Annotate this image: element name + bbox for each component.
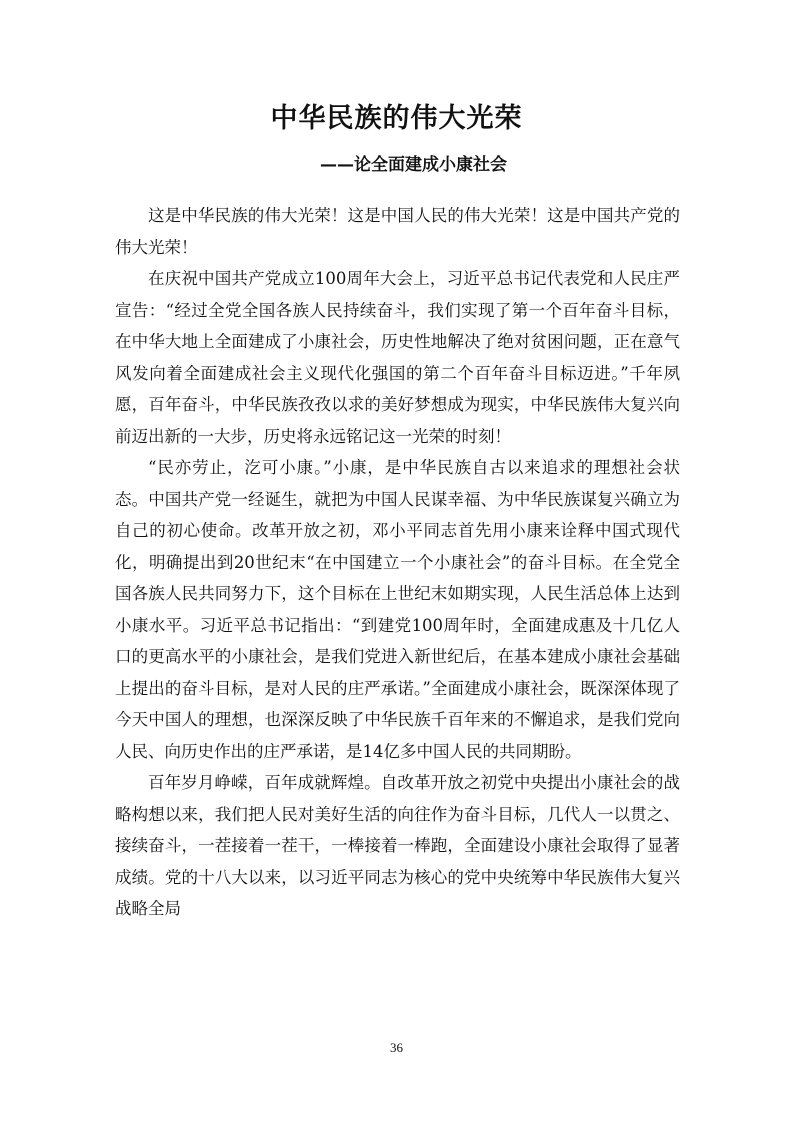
paragraph: 在庆祝中国共产党成立100周年大会上，习近平总书记代表党和人民庄严宣告：“经过全党全国各族人民持续奋斗，我们实现了第一个百年奋斗目标，在中华大地上全面建成了小康社会，历史性地解决了绝对贫困问题，正在意气风发向着全面建成社会主义现代化强国的第二个百年奋斗目标迈进。”千年夙愿，百年奋斗，中华民族孜孜以求的美好梦想成为现实，中华民族伟大复兴向前迈出新的一大步，历史将永远铭记这一光荣的时刻！ xyxy=(115,269,680,446)
paragraph: 百年岁月峥嵘，百年成就辉煌。自改革开放之初党中央提出小康社会的战略构想以来，我们把人民对美好生活的向往作为奋斗目标，几代人一以贯之、接续奋斗，一茬接着一茬干，一棒接着一棒跑，全面建设小康社会取得了显著成绩。党的十八大以来，以习近平同志为核心的党中央统筹中华民族伟大复兴战略全局 xyxy=(115,773,680,918)
article-title: 中华民族的伟大光荣 xyxy=(270,103,523,134)
paragraph: “民亦劳止，汔可小康。”小康，是中华民族自古以来追求的理想社会状态。中国共产党一经诞生，就把为中国人民谋幸福、为中华民族谋复兴确立为自己的初心使命。改革开放之初，邓小平同志首先用小康来诠释中国式现代化，明确提出到20世纪末“在中国建立一个小康社会”的奋斗目标。在全党全国各族人民共同努力下，这个目标在上世纪末如期实现，人民生活总体上达到小康水平。习近平总书记指出：“到建党100周年时，全面建成惠及十几亿人口的更高水平的小康社会，是我们党进入新世纪后，在基本建成小康社会基础上提出的奋斗目标，是对人民的庄严承诺。”全面建成小康社会，既深深体现了今天中国人的理想，也深深反映了中华民族千百年来的不懈追求，是我们党向人民、向历史作出的庄严承诺，是14亿多中国人民的共同期盼。 xyxy=(115,458,680,761)
page-number: 36 xyxy=(390,1040,403,1055)
paragraph: 这是中华民族的伟大光荣！这是中国人民的伟大光荣！这是中国共产党的伟大光荣！ xyxy=(115,206,680,257)
article-body xyxy=(115,200,680,925)
article-subtitle: ——论全面建成小康社会 xyxy=(320,155,507,175)
